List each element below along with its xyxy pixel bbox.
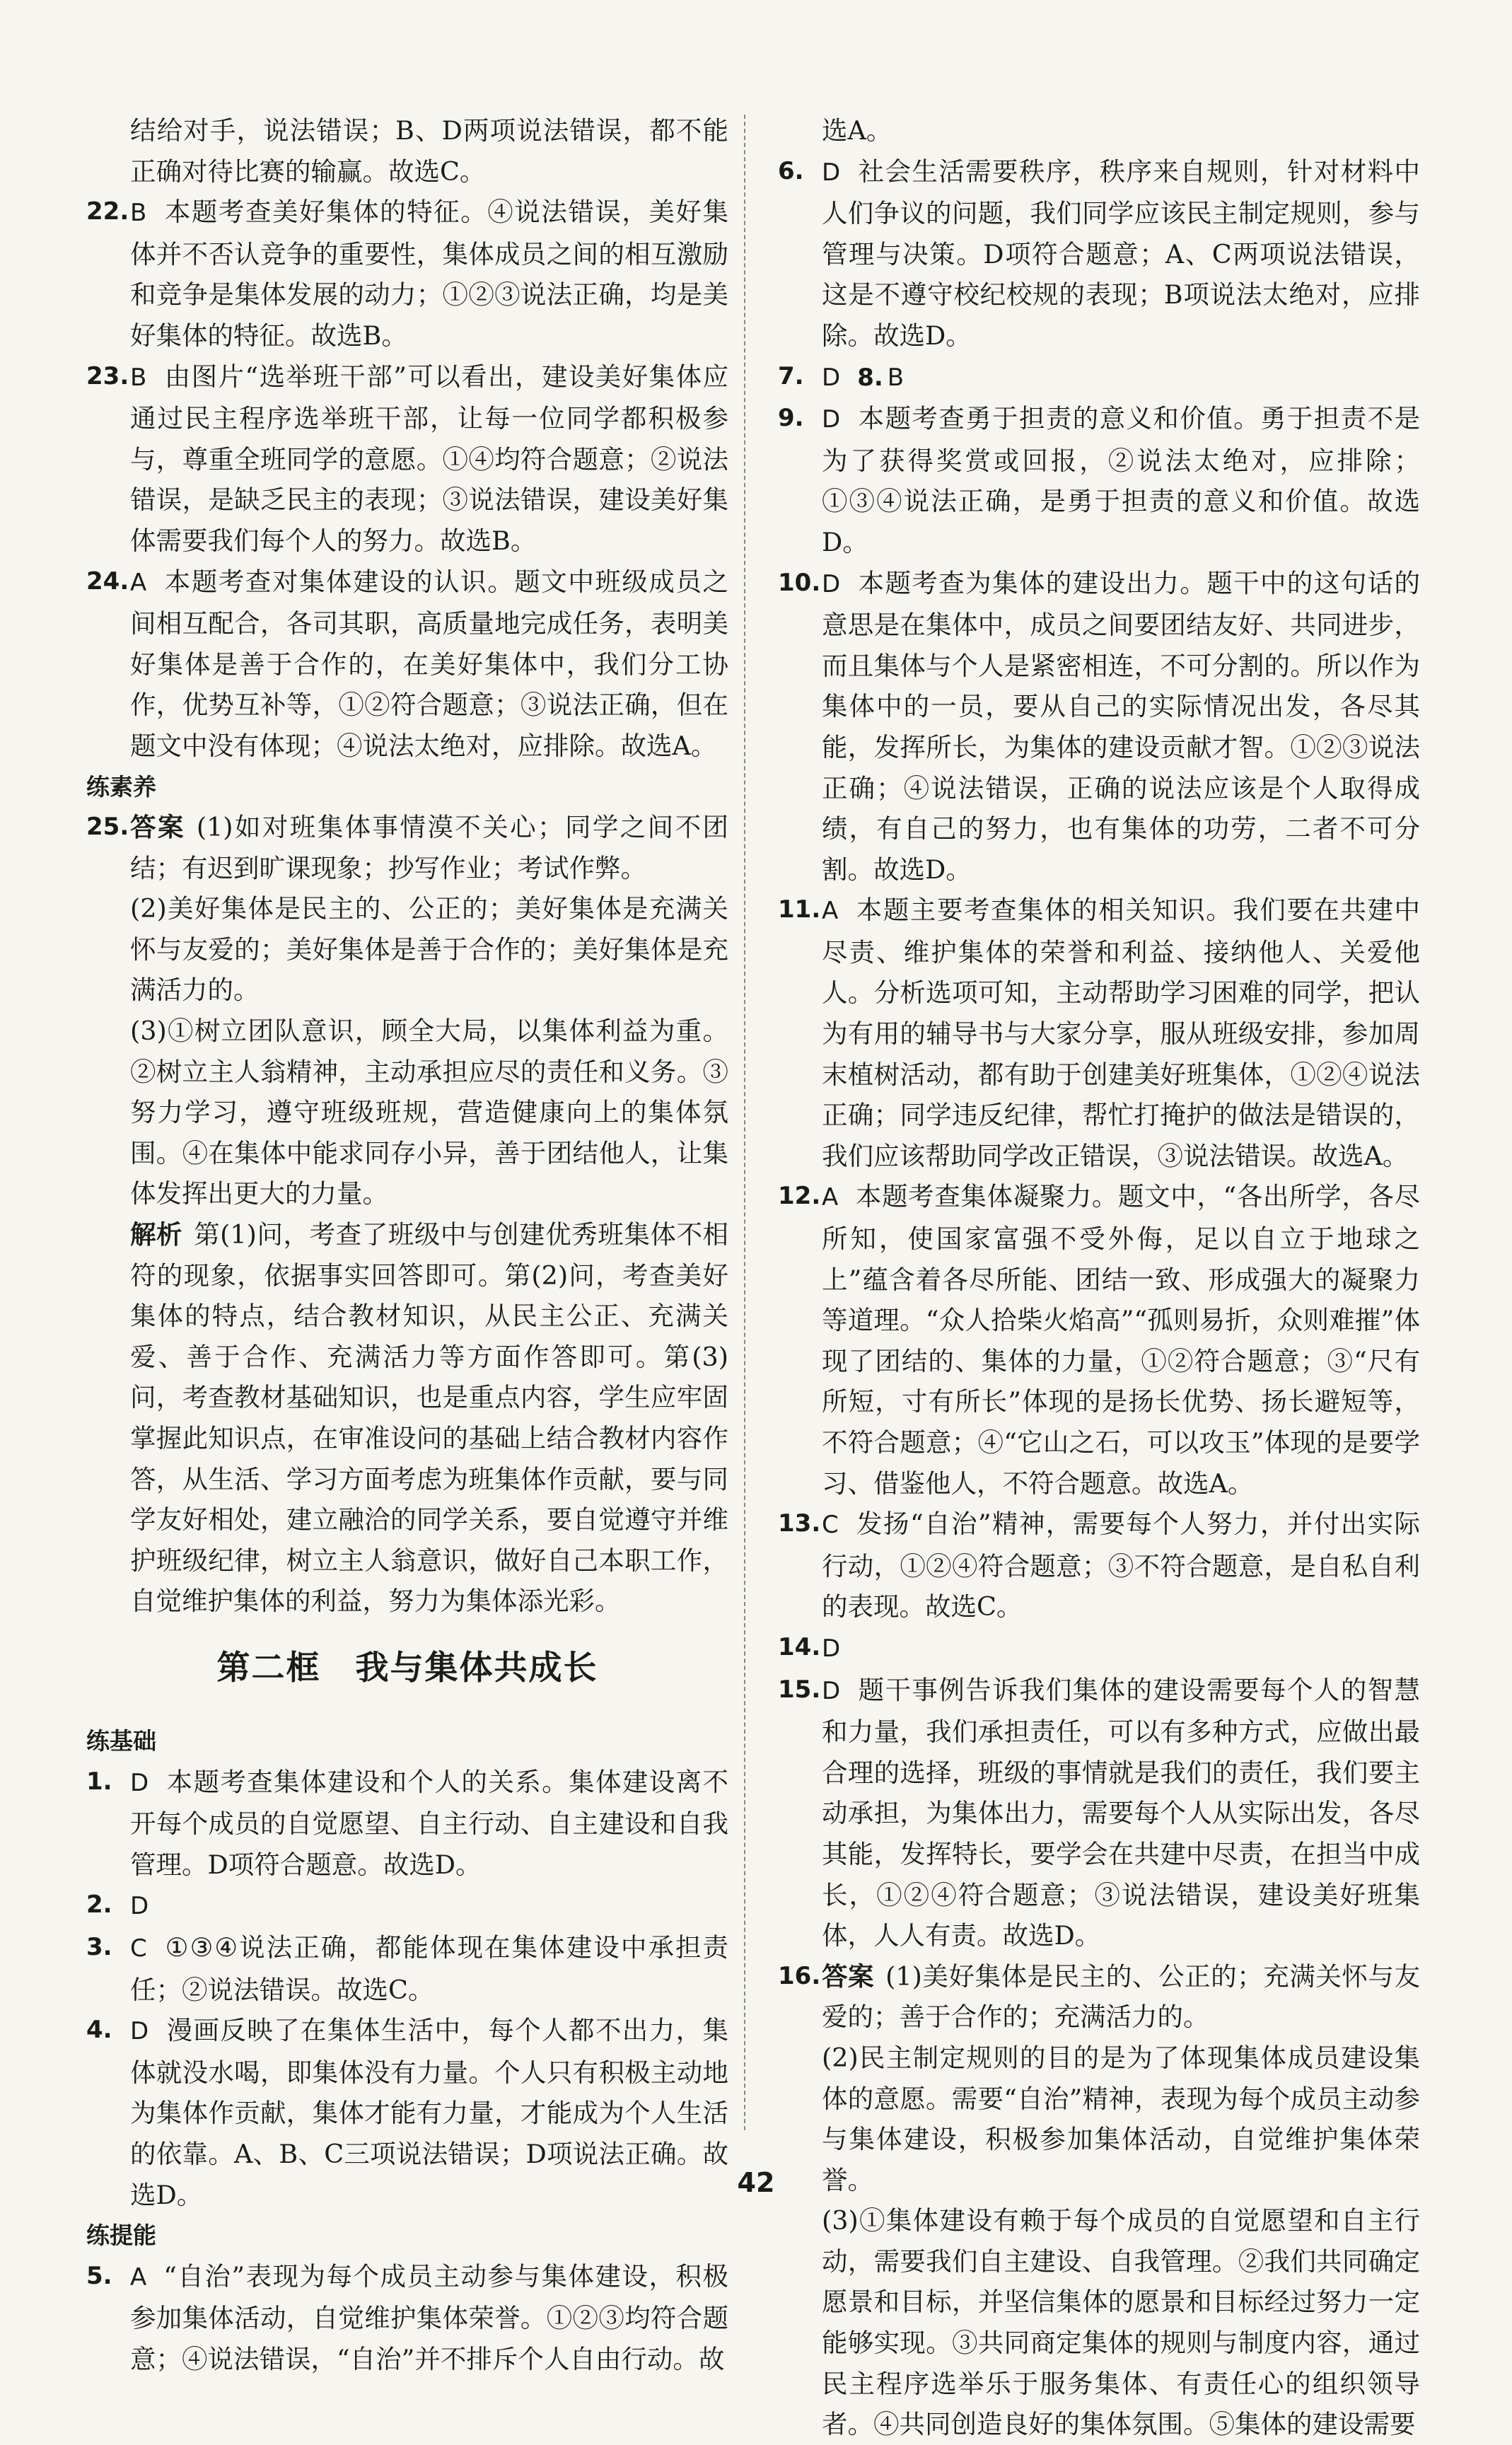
- answer-item-7-8: [778, 356, 1420, 399]
- answer-item-2: [86, 1885, 728, 1927]
- column-divider: [744, 115, 745, 2130]
- item-number: 22.: [86, 197, 129, 226]
- item-answer: B: [130, 363, 147, 392]
- left-column: [86, 110, 728, 2379]
- item-number: 5.: [86, 2261, 112, 2290]
- item-number: 14.: [778, 1632, 821, 1661]
- item-text: 本题考查对集体建设的认识。题文中班级成员之间相互配合，各司其职，高质量地完成任务，表明美好集体是善于合作的，在美好集体中，我们分工协作，优势互补等，①②符合题意；③说法正确，但在题文中没有体现；④说法太绝对，应排除。故选A。: [130, 566, 728, 761]
- item-number: 4.: [86, 2016, 112, 2045]
- answer-item-24: [86, 562, 728, 767]
- item-text: ①③④说法正确，都能体现在集体建设中承担责任；②说法错误。故选C。: [130, 1932, 728, 2005]
- answer-part-2: (2)民主制定规则的目的是为了体现集体成员建设集体的意愿。需要“自治”精神，表现为每个成员主动参与集体建设，积极参加集体活动，自觉维护集体荣誉。: [822, 2042, 1420, 2195]
- item-number: 13.: [778, 1509, 821, 1538]
- item-text: 结给对手，说法错误；B、D两项说法错误，都不能正确对待比赛的输赢。故选C。: [130, 115, 728, 187]
- item-text: 选A。: [822, 115, 892, 146]
- answer-item-22: [86, 192, 728, 356]
- answer-item: [86, 110, 728, 192]
- item-answer: D: [130, 1892, 149, 1921]
- item-text: 题干事例告诉我们集体的建设需要每个人的智慧和力量，我们承担责任，可以有多种方式，应做出最合理的选择，班级的事情就是我们的责任，我们要主动承担，为集体出力，需要每个人从实际出发，各尽其能，发挥特长，要学会在共建中尽责，在担当中成长，①②④符合题意；③说法错误，建设美好班集体，人人有责。故选D。: [822, 1674, 1420, 1951]
- lesson-title: 第二框 我与集体共成长: [216, 1648, 598, 1688]
- answer-label: 答案: [130, 812, 185, 843]
- item-text: “自治”表现为每个成员主动参与集体建设，积极参加集体活动，自觉维护集体荣誉。①②③均符合题意；④说法错误，“自治”并不排斥个人自由行动。故: [130, 2260, 728, 2374]
- answer-item-25: [86, 807, 728, 1622]
- item-answer: C: [822, 1511, 839, 1540]
- section-heading-tineng: 练提能: [86, 2222, 156, 2250]
- item-text: 本题主要考查集体的相关知识。我们要在共建中尽责、维护集体的荣誉和利益、接纳他人、关爱他人。分析选项可知，主动帮助学习困难的同学，把认为有用的辅导书与大家分享，服从班级安排，参加周末植树活动，都有助于创建美好班集体，①②④说法正确；同学违反纪律，帮忙打掩护的做法是错误的，我们应该帮助同学改正错误，③说法错误。故选A。: [822, 895, 1420, 1171]
- analysis-text: 第(1)问，考查了班级中与创建优秀班集体不相符的现象，依据事实回答即可。第(2)问，考查美好集体的特点，结合教材知识，从民主公正、充满关爱、善于合作、充满活力等方面作答即可。第(3)问，考查教材基础知识，也是重点内容，学生应牢固掌握此知识点，在审准设问的基础上结合教材内容作答，从生活、学习方面考虑为班集体作贡献，要与同学友好相处，建立融洽的同学关系，要自觉遵守并维护班级纪律，树立主人翁意识，做好自己本职工作，自觉维护集体的利益，努力为集体添光彩。: [130, 1219, 729, 1617]
- item-answer: D: [822, 405, 841, 434]
- answer-item-3: [86, 1927, 728, 2010]
- item-answer: D: [822, 1676, 841, 1705]
- item-answer: D: [822, 1634, 841, 1663]
- answer-label: 答案: [822, 1961, 875, 1992]
- answer-item-13: [778, 1504, 1420, 1627]
- answer-paragraph: [130, 807, 728, 888]
- item-answer: B: [887, 363, 905, 392]
- answer-item-12: [778, 1176, 1420, 1504]
- answer-item-10: [778, 563, 1420, 890]
- answer-item-5: [86, 2256, 728, 2380]
- item-answer: B: [130, 199, 147, 228]
- item-text: 本题考查为集体的建设出力。题干中的这句话的意思是在集体中，成员之间要团结友好、共同进步，而且集体与个人是紧密相连，不可分割的。所以作为集体中的一员，要从自己的实际情况出发，各尽其能，发挥所长，为集体的建设贡献才智。①②③说法正确；④说法错误，正确的说法应该是个人取得成绩，有自己的努力，也有集体的功劳，二者不可分割。故选D。: [822, 567, 1420, 885]
- item-answer: D: [822, 363, 841, 392]
- answer-item-23: [86, 356, 728, 562]
- answer-item-14: [778, 1627, 1420, 1670]
- section-heading-suyang: 练素养: [86, 772, 156, 801]
- item-number: 11.: [778, 895, 821, 924]
- item-text: 由图片“选举班干部”可以看出，建设美好集体应通过民主程序选举班干部，让每一位同学都积极参与，尊重全班同学的意愿。①④均符合题意；②说法错误，是缺乏民主的表现；③说法错误，建设美好集体需要我们每个人的努力。故选B。: [130, 361, 728, 556]
- answer-part-1: (1)如对班集体事情漠不关心；同学之间不团结；有迟到旷课现象；抄写作业；考试作弊。: [130, 812, 729, 883]
- item-number: 8.: [857, 363, 883, 392]
- item-text: 本题考查集体凝聚力。题文中，“各出所学，各尽所知，使国家富强不受外侮，足以自立于地球之上”蕴含着各尽所能、团结一致、形成强大的凝聚力等道理。“众人拾柴火焰高”“孤则易折，众则难摧”体现了团结的、集体的力量，①②符合题意；③“尺有所短，寸有所长”体现的是扬长优势、扬长避短等，不符合题意；④“它山之石，可以攻玉”体现的是要学习、借鉴他人，不符合题意。故选A。: [822, 1181, 1420, 1499]
- analysis-paragraph: [130, 1214, 728, 1622]
- item-number: 3.: [86, 1932, 112, 1961]
- item-number: 10.: [778, 568, 821, 597]
- item-number: 23.: [86, 361, 129, 390]
- item-answer: A: [822, 897, 839, 926]
- answer-item: [778, 110, 1420, 151]
- item-text: 社会生活需要秩序，秩序来自规则，针对材料中人们争议的问题，我们同学应该民主制定规则，参与管理与决策。D项符合题意；A、C两项说法错误，这是不遵守校纪校规的表现；B项说法太绝对，应排除。故选D。: [822, 156, 1420, 351]
- item-number: 9.: [778, 404, 804, 433]
- answer-part-2: (2)美好集体是民主的、公正的；美好集体是充满关怀与友爱的；美好集体是善于合作的；美好集体是充满活力的。: [130, 893, 728, 1006]
- answer-part-3: (3)①树立团队意识，顾全大局，以集体利益为重。②树立主人翁精神，主动承担应尽的责任和义务。③努力学习，遵守班级班规，营造健康向上的集体氛围。④在集体中能求同存小异，善于团结他人，让集体发挥出更大的力量。: [130, 1016, 728, 1209]
- answer-item-16: [778, 1956, 1420, 2445]
- item-text: 本题考查美好集体的特征。④说法错误，美好集体并不否认竞争的重要性，集体成员之间的相互激励和竞争是集体发展的动力；①②③说法正确，均是美好集体的特征。故选B。: [130, 197, 728, 351]
- answer-part-3: (3)①集体建设有赖于每个成员的自觉愿望和自主行动，需要我们自主建设、自我管理。②我们共同确定愿景和目标，并坚信集体的愿景和目标经过努力一定能够实现。③共同商定集体的规则与制度内容，通过民主程序选举乐于服务集体、有责任心的组织领导者。④共同创造良好的集体氛围。⑤集体的建设需要: [822, 2205, 1420, 2440]
- item-text: 漫画反映了在集体生活中，每个人都不出力，集体就没水喝，即集体没有力量。个人只有积极主动地为集体作贡献，集体才能有力量，才能成为个人生活的依靠。A、B、C三项说法错误；D项说法正确。故选D。: [130, 2015, 728, 2210]
- item-number: 6.: [778, 156, 804, 185]
- answer-paragraph: [822, 1956, 1420, 2038]
- item-answer: D: [130, 1768, 149, 1797]
- answer-item-6: [778, 151, 1420, 356]
- item-text: 本题考查勇于担责的意义和价值。勇于担责不是为了获得奖赏或回报，②说法太绝对，应排除；①③④说法正确，是勇于担责的意义和价值。故选D。: [822, 403, 1420, 557]
- item-answer: D: [822, 158, 841, 187]
- answer-item-11: [778, 890, 1420, 1176]
- item-number: 12.: [778, 1182, 821, 1211]
- section-heading-jichu: 练基础: [86, 1726, 156, 1755]
- item-number: 1.: [86, 1767, 112, 1796]
- item-number: 7.: [778, 361, 804, 390]
- item-text: 发扬“自治”精神，需要每个人努力，并付出实际行动，①②④符合题意；③不符合题意，是自私自利的表现。故选C。: [822, 1509, 1420, 1622]
- item-number: 24.: [86, 567, 129, 596]
- answer-item-9: [778, 398, 1420, 562]
- item-number: 2.: [86, 1891, 112, 1920]
- right-column: [778, 110, 1420, 2445]
- item-answer: A: [822, 1183, 839, 1212]
- answer-part-1: (1)美好集体是民主的、公正的；充满关怀与友爱的；善于合作的；充满活力的。: [822, 1961, 1421, 2033]
- item-answer: A: [130, 568, 147, 597]
- page-number: 42: [737, 2167, 775, 2198]
- analysis-label: 解析: [130, 1219, 183, 1250]
- item-number: 15.: [778, 1675, 821, 1704]
- item-answer: A: [130, 2263, 147, 2292]
- item-answer: C: [130, 1934, 147, 1963]
- answer-item-1: [86, 1762, 728, 1886]
- item-answer: D: [130, 2017, 149, 2046]
- answer-item-15: [778, 1670, 1420, 1956]
- item-number: 25.: [86, 813, 129, 842]
- item-text: 本题考查集体建设和个人的关系。集体建设离不开每个成员的自觉愿望、自主行动、自主建设和自我管理。D项符合题意。故选D。: [130, 1766, 728, 1880]
- item-number: 16.: [778, 1961, 821, 1990]
- item-answer: D: [822, 569, 841, 598]
